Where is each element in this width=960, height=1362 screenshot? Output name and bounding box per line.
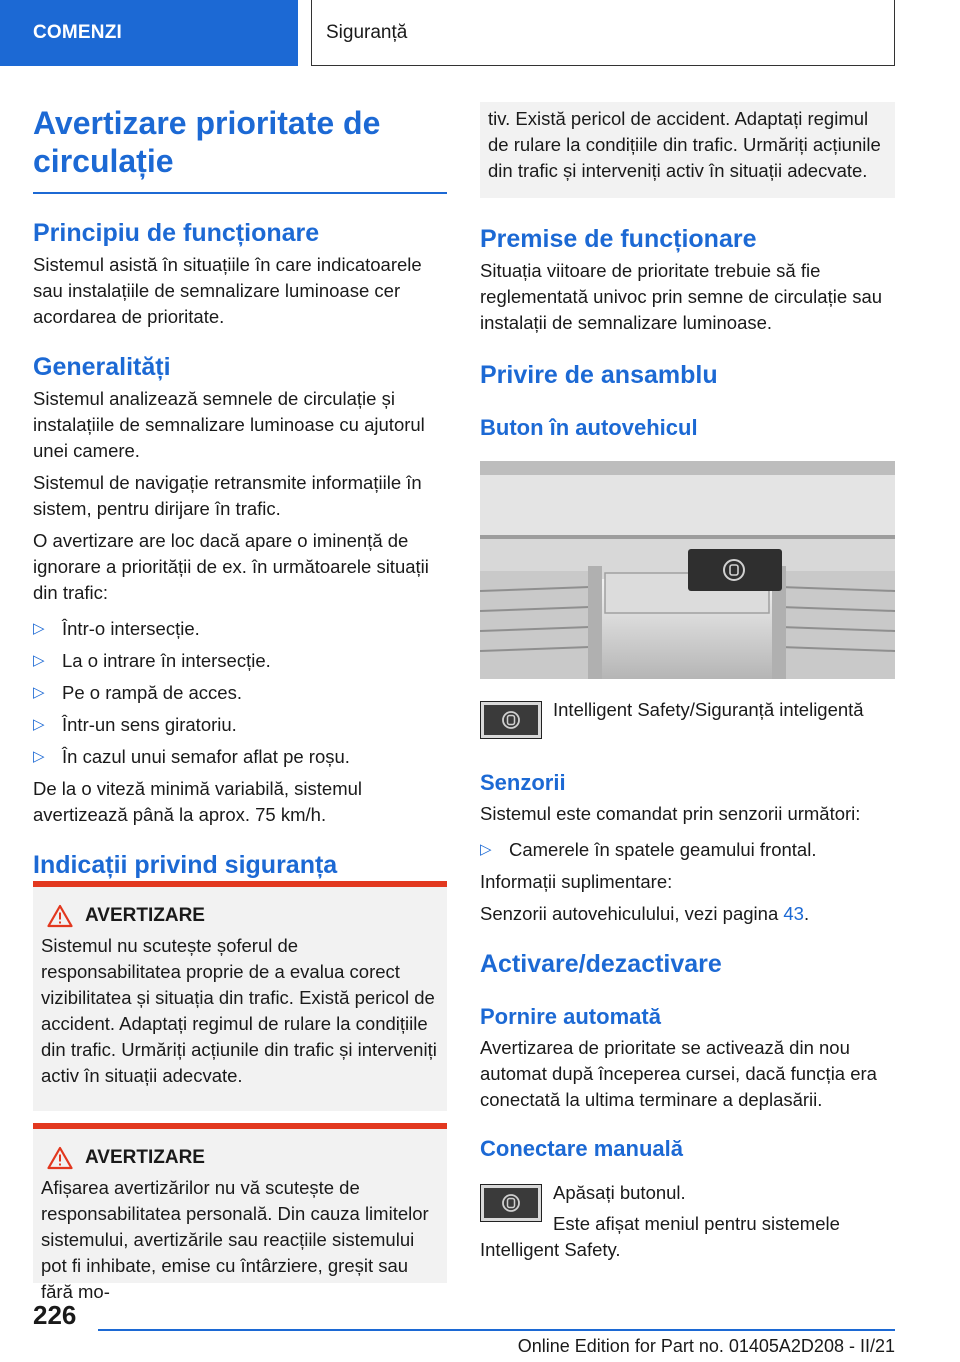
warning-box-2 [33,1123,447,1302]
prereq-heading: Premise de funcționare [480,225,757,253]
page-title: Avertizare prioritate de circulație [33,105,381,179]
triangle-bullet-icon: ▷ [33,683,45,701]
button-heading: Buton în autovehicul [480,415,698,440]
triangle-bullet-icon: ▷ [480,841,492,858]
title-rule [33,192,447,194]
page-link[interactable]: 43 [783,903,804,924]
warning-label: AVERTIZARE [85,905,205,926]
vehicle-button-illustration [480,461,895,679]
intelligent-safety-button-icon [688,549,782,591]
warning-label: AVERTIZARE [85,1147,205,1168]
sensors-list [480,837,895,863]
list-item: ▷ Camerele în spatele geamului frontal. [480,837,895,863]
manual-step-2: Este afișat meniul pentru sistemele Intelligent Safety. [480,1213,840,1260]
dashboard-photo [480,461,895,679]
principle-text: Sistemul asistă în situațiile în care indicatoarele sau instalațiile de semnalizare luminoase cer acordarea de prioritate. [33,253,422,327]
general-paragraph-1: Sistemul analizează semnele de circulație și instalațiile de semnalizare luminoase cu ajutorul unei camere. [33,387,425,461]
auto-text: Avertizarea de prioritate se activează din nou automat după începerea cursei, dacă funcția era conectată la ultima terminare a deplasării. [480,1037,877,1110]
button-caption: Intelligent Safety/Siguranță inteligentă [553,699,864,720]
list-item: ▷ Într-un sens giratoriu. [33,712,447,738]
right-column-lower [480,769,895,1163]
triangle-bullet-icon: ▷ [33,747,45,765]
left-column [33,104,447,880]
list-item: ▷ În cazul unui semafor aflat pe roșu. [33,744,447,770]
situations-list [33,616,447,770]
general-heading: Generalități [33,352,171,381]
info-label: Informații suplimentare: [480,871,673,892]
triangle-bullet-icon: ▷ [33,619,45,637]
list-item: ▷ La o intrare în intersecție. [33,648,447,674]
triangle-bullet-icon: ▷ [33,715,45,733]
chapter-title: Siguranță [311,0,895,66]
warning-continuation-box [480,102,895,198]
safety-heading: Indicații privind siguranța [33,850,338,879]
warning-triangle-icon [47,904,73,928]
warning-text: Afișarea avertizărilor nu vă scutește de responsabilitatea personală. Din cauza limitelor sistemului, avertizările sau reacțiile sistemului pot fi inhibate, emise cu întârziere, greșit sau fără mo- [41,1177,429,1302]
footer-rule [98,1329,895,1331]
manual-heading: Conectare manuală [480,1136,683,1161]
activation-heading: Activare/dezactivare [480,950,722,978]
manual-step-1: Apăsați butonul. [553,1182,686,1203]
general-paragraph-2: Sistemul de navigație retransmite informațiile în sistem, pentru dirijare în trafic. [33,471,422,519]
list-item: ▷ Într-o intersecție. [33,616,447,642]
warning-triangle-icon [47,1146,73,1170]
section-tab: COMENZI [0,0,298,66]
warning-header [41,1145,439,1171]
overview-heading: Privire de ansamblu [480,361,718,389]
intelligent-safety-button-icon [480,701,542,739]
prereq-text: Situația viitoare de prioritate trebuie să fie reglementată univoc prin semne de circulație sau instalații de semnalizare luminoase. [480,260,883,333]
general-paragraph-3: O avertizare are loc dacă apare o iminență de ignorare a priorității de ex. în următoarele situații din trafic: [33,529,429,603]
warning-text: Sistemul nu scutește șoferul de responsabilitatea proprie de a evalua corect vizibilitatea și situația din trafic. Există pericol de accident. Adaptați regimul de rulare la condițiile din trafic. Urmăriți acțiunile din trafic și interveniți activ în situații adecvate. [41,935,437,1086]
sensors-text: Sistemul este comandat prin senzorii următori: [480,803,861,824]
warning-header [41,903,439,929]
right-column-upper [480,224,895,442]
speed-text: De la o viteză minimă variabilă, sistemul avertizează până la aprox. 75 km/h. [33,777,363,825]
auto-heading: Pornire automată [480,1004,661,1029]
footer-edition: Online Edition for Part no. 01405A2D208 - II/21 [517,1336,895,1356]
info-text: Senzorii autovehiculului, vezi pagina 43. [480,903,810,924]
triangle-bullet-icon: ▷ [33,651,45,669]
page-number: 226 [33,1300,77,1330]
warning-box-1 [33,881,447,1111]
sensors-heading: Senzorii [480,770,566,795]
warning-continuation-text: tiv. Există pericol de accident. Adaptați regimul de rulare la condițiile din trafic. Urmăriți acțiunile din trafic și interveniți activ în situații adecvate. [488,108,881,181]
principle-heading: Principiu de funcționare [33,218,320,247]
list-item: ▷ Pe o rampă de acces. [33,680,447,706]
